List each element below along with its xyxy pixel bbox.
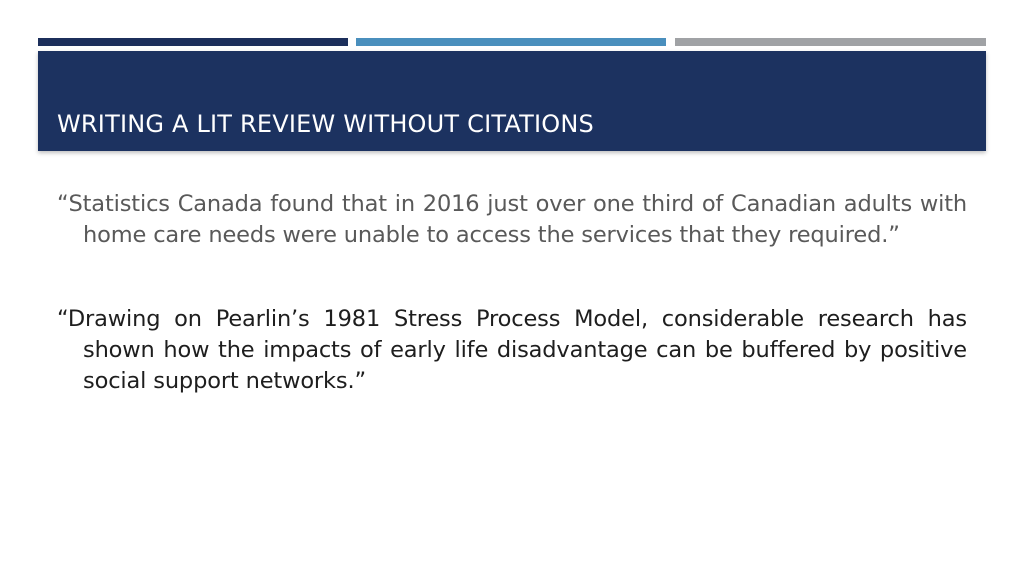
title-banner <box>38 51 986 151</box>
accent-bar-light-blue <box>356 38 666 46</box>
quote-statistics-canada: “Statistics Canada found that in 2016 just over one third of Canadian adults with home care needs were unable to access the services that they required.” <box>57 191 967 248</box>
slide-body <box>57 189 967 397</box>
quote-pearlin-stress-model: “Drawing on Pearlin’s 1981 Stress Process Model, considerable research has shown how the impacts of early life disadvantage can be buffered by positive social support networks.” <box>57 306 967 394</box>
slide-title: WRITING A LIT REVIEW WITHOUT CITATIONS <box>57 110 594 138</box>
accent-bar-gray <box>675 38 986 46</box>
accent-bar-dark-blue <box>38 38 348 46</box>
